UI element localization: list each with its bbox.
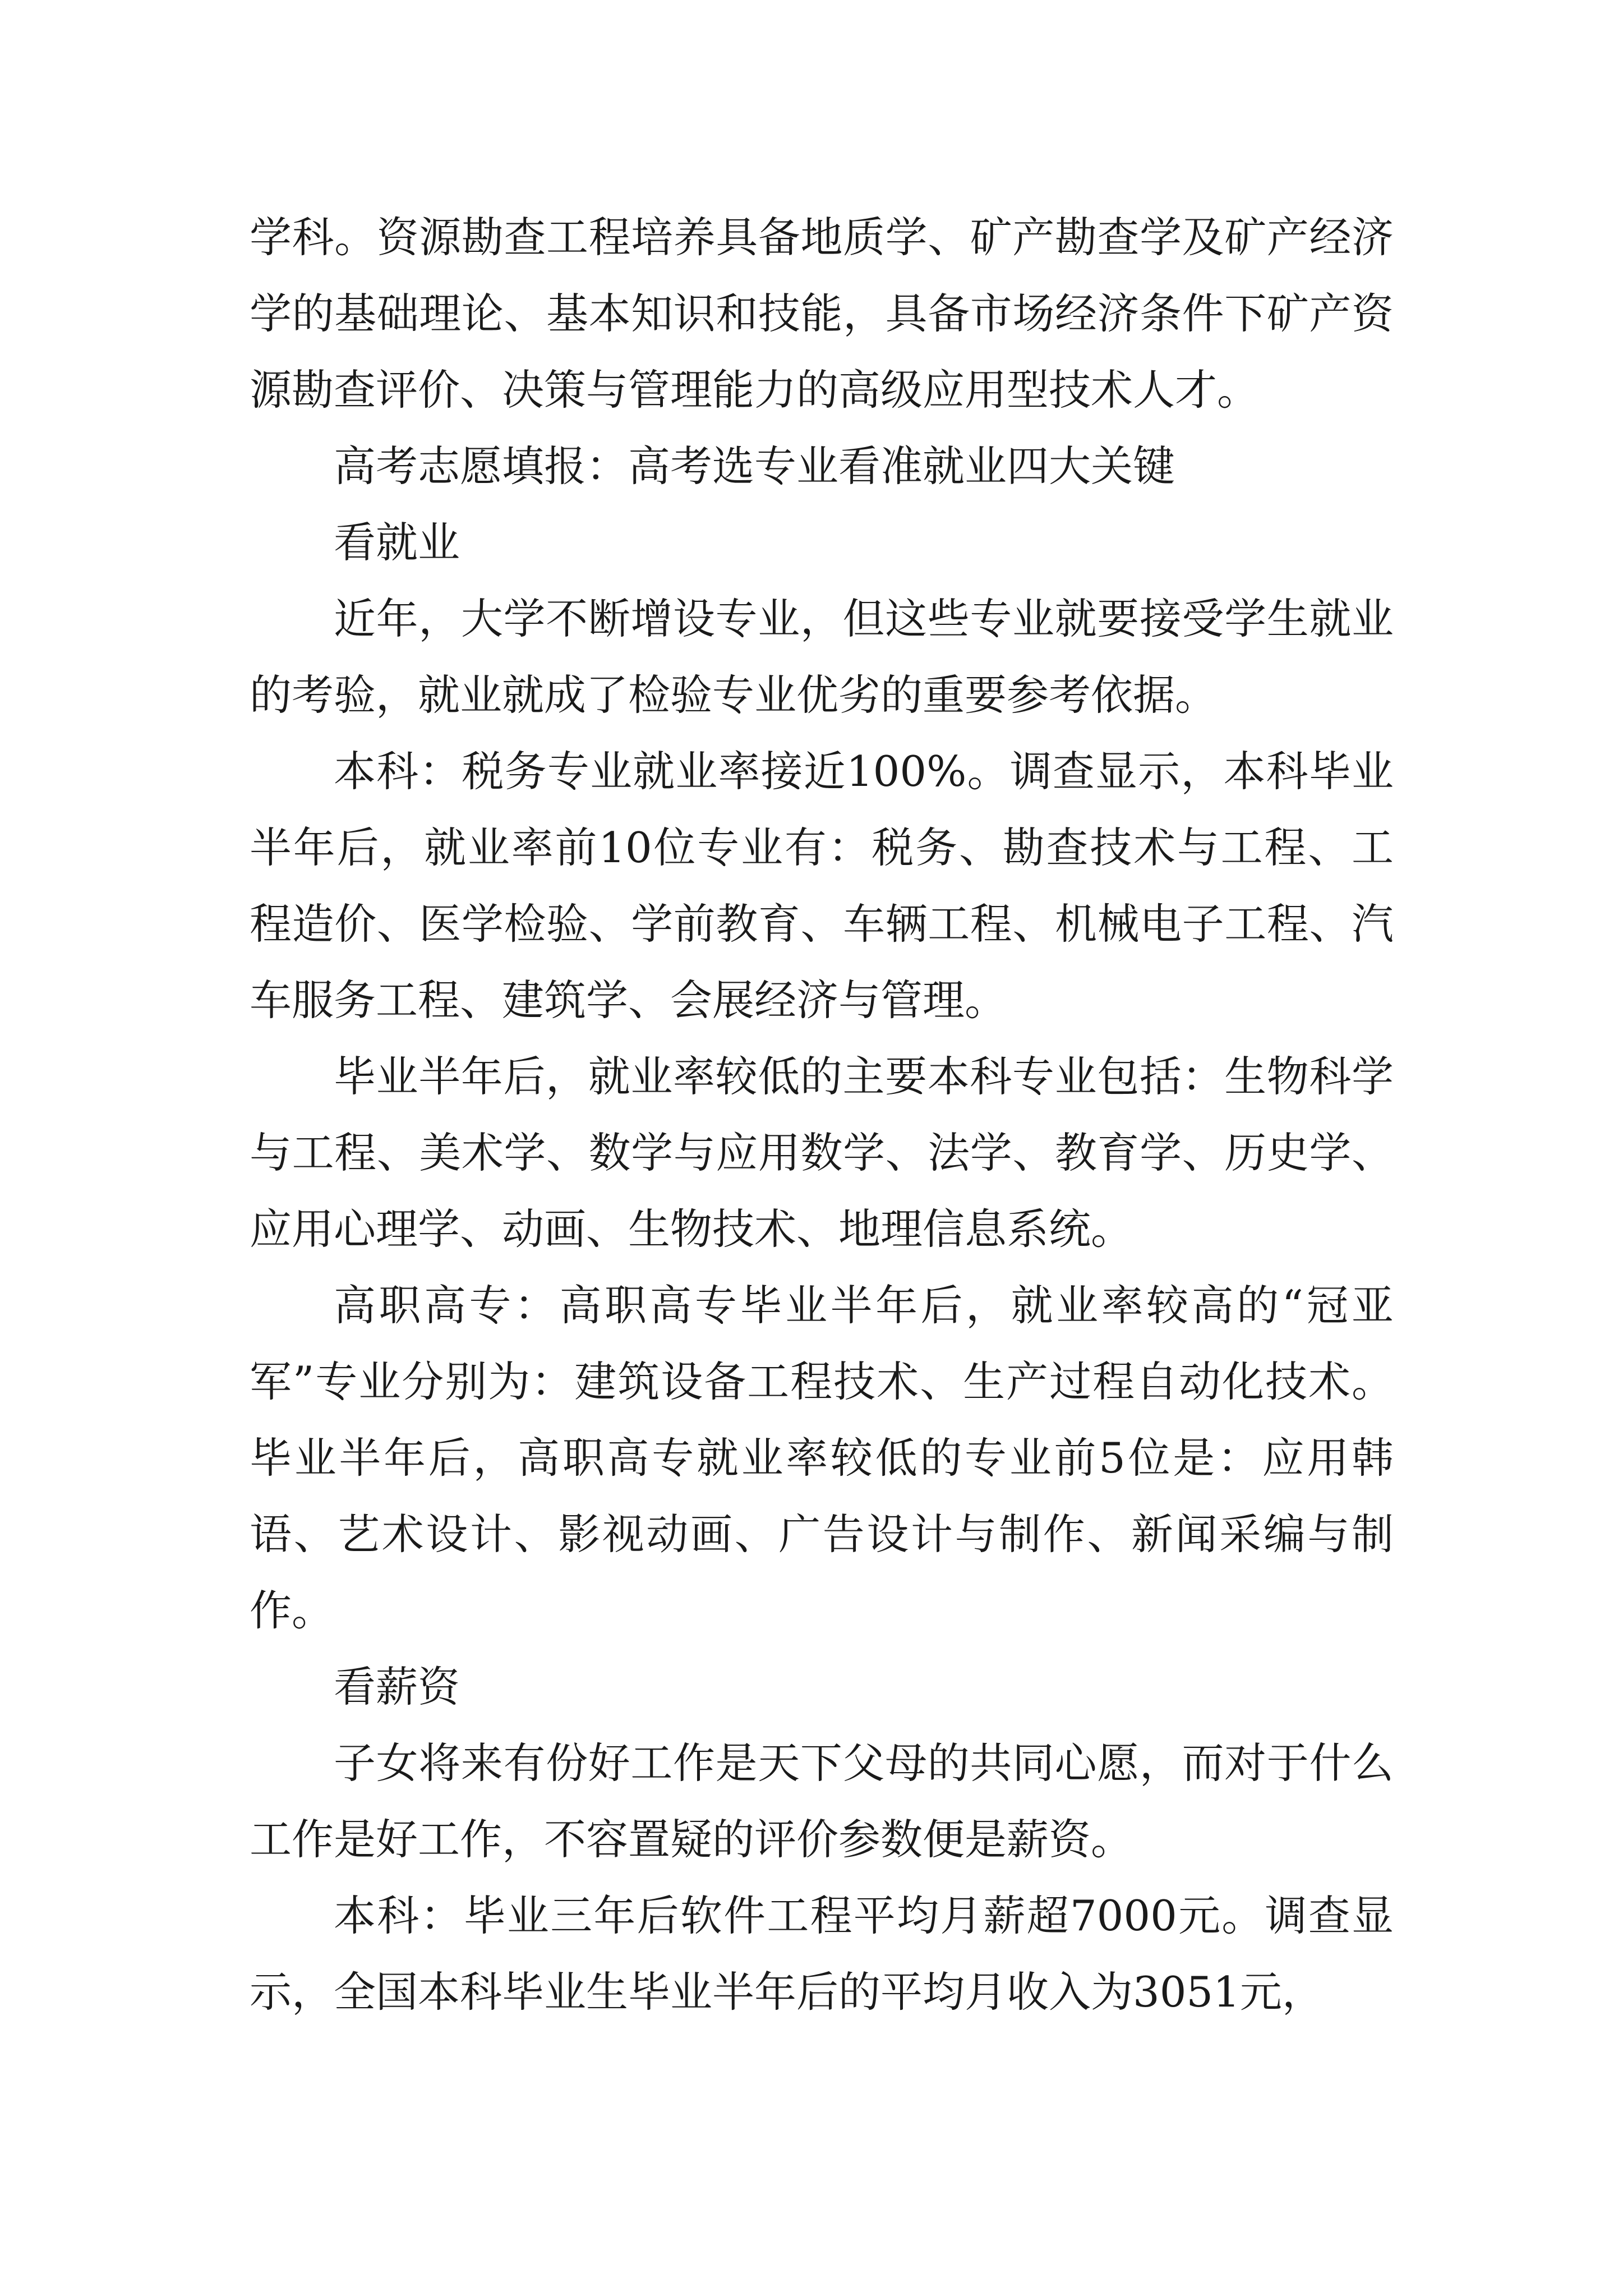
paragraph: 近年，大学不断增设专业，但这些专业就要接受学生就业的考验，就业就成了检验专业优劣的重要参考依据。 xyxy=(250,594,1394,720)
document-body xyxy=(250,199,1394,2030)
paragraph: 高职高专：高职高专毕业半年后，就业率较高的“冠亚军”专业分别为：建筑设备工程技术、生产过程自动化技术。毕业半年后，高职高专就业率较低的专业前5位是：应用韩语、艺术设计、影视动画、广告设计与制作、新闻采编与制作。 xyxy=(250,1281,1394,1635)
subsection-heading-salary: 看薪资 xyxy=(334,1662,460,1711)
paragraph: 本科：毕业三年后软件工程平均月薪超7000元。调查显示，全国本科毕业生毕业半年后的平均月收入为3051元， xyxy=(250,1891,1394,2017)
paragraph-continuation: 学科。资源勘查工程培养具备地质学、矿产勘查学及矿产经济学的基础理论、基本知识和技能，具备市场经济条件下矿产资源勘查评价、决策与管理能力的高级应用型技术人才。 xyxy=(250,213,1394,415)
paragraph: 本科：税务专业就业率接近100%。调查显示，本科毕业半年后，就业率前10位专业有：税务、勘查技术与工程、工程造价、医学检验、学前教育、车辆工程、机械电子工程、汽车服务工程、建筑学、会展经济与管理。 xyxy=(250,747,1394,1025)
subsection-heading-employment: 看就业 xyxy=(334,518,460,567)
section-heading: 高考志愿填报：高考选专业看准就业四大关键 xyxy=(334,441,1175,491)
paragraph: 毕业半年后，就业率较低的主要本科专业包括：生物科学与工程、美术学、数学与应用数学、法学、教育学、历史学、应用心理学、动画、生物技术、地理信息系统。 xyxy=(250,1052,1394,1254)
paragraph: 子女将来有份好工作是天下父母的共同心愿，而对于什么工作是好工作，不容置疑的评价参数便是薪资。 xyxy=(250,1738,1394,1864)
